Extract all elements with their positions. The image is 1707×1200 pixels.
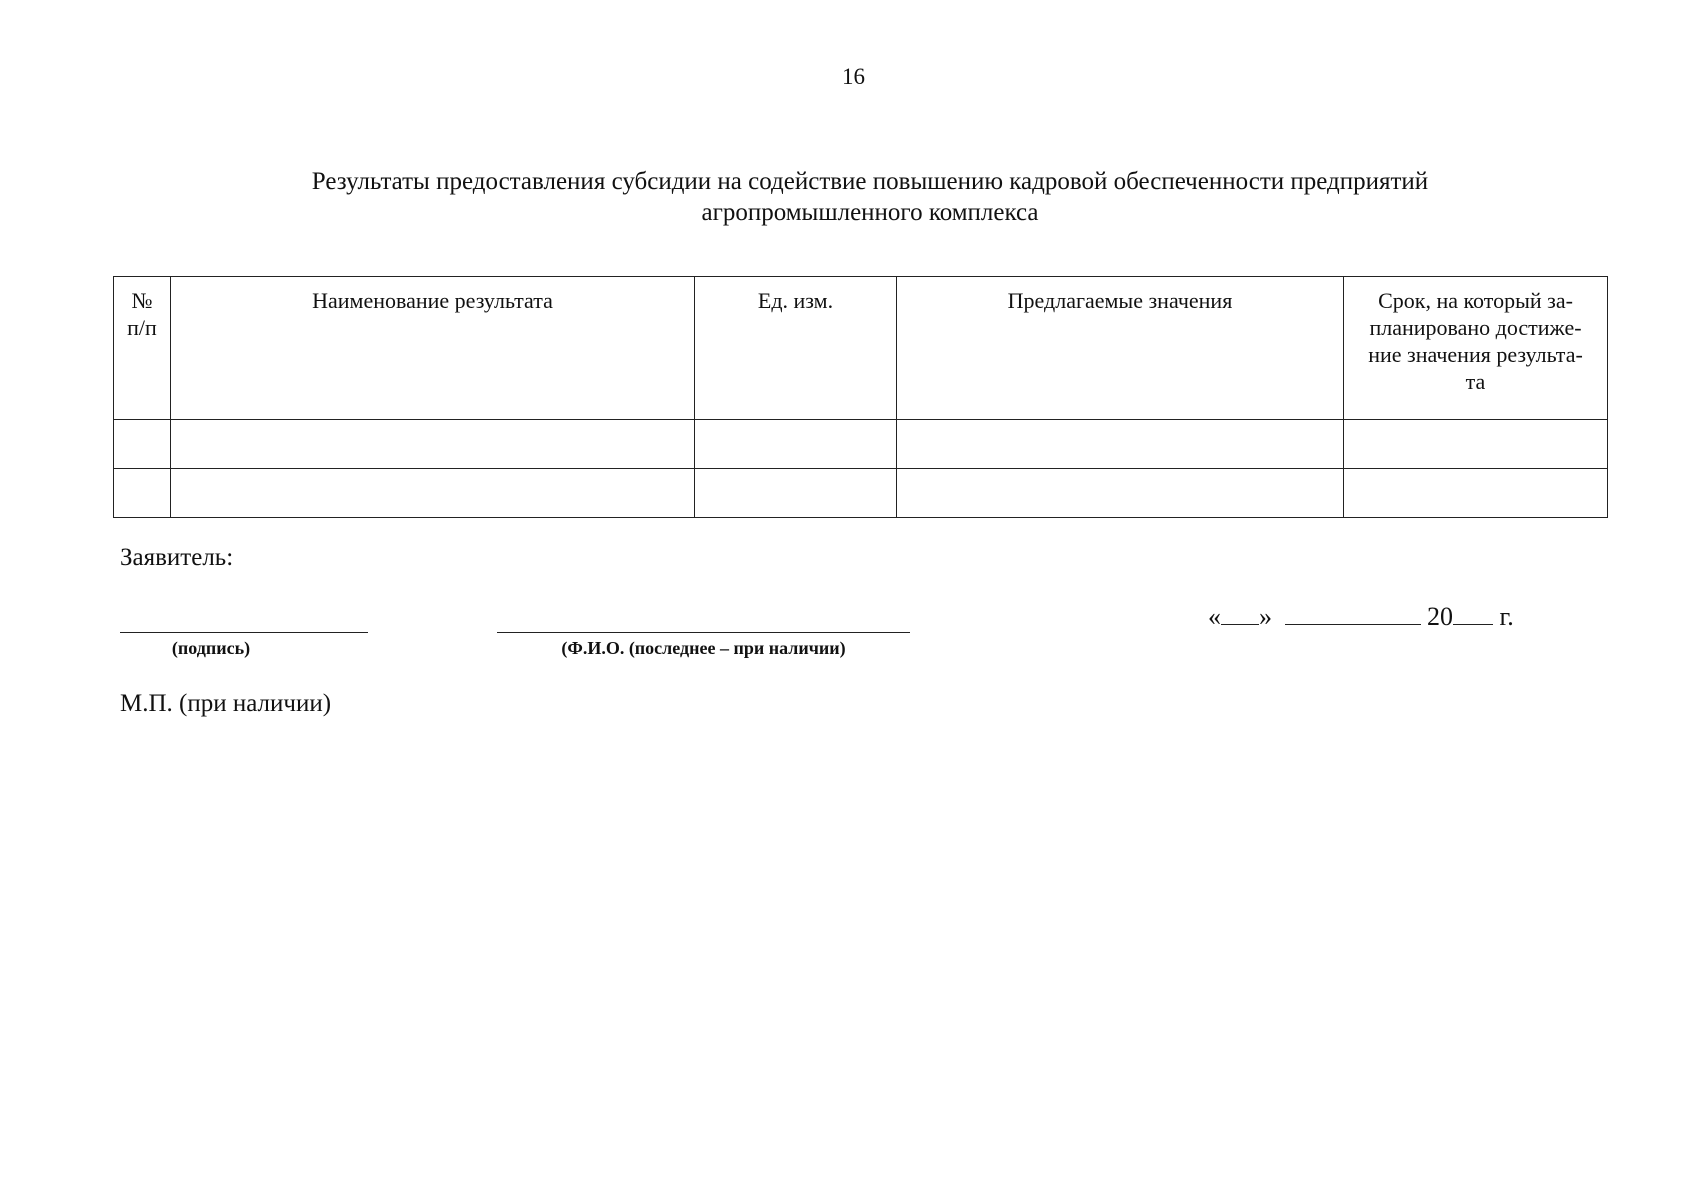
date-close-quote: » (1259, 602, 1272, 631)
header-number: № п/п (114, 277, 171, 420)
header-proposed-values: Предлагаемые значения (897, 277, 1344, 420)
document-title (190, 166, 1550, 228)
full-name-line[interactable] (497, 632, 910, 633)
table-cell[interactable] (897, 420, 1344, 469)
full-name-caption: (Ф.И.О. (последнее – при наличии) (561, 638, 846, 658)
table-cell[interactable] (1344, 469, 1608, 518)
table-header-row (114, 277, 1608, 420)
table-cell[interactable] (695, 420, 897, 469)
header-result-name: Наименование результата (171, 277, 695, 420)
signature-caption: (подпись) (171, 638, 251, 658)
year-prefix: 20 (1427, 602, 1453, 631)
document-title-line-1: Результаты предоставления субсидии на содействие повышению кадровой обеспеченности предприятий (311, 168, 1429, 195)
table-cell[interactable] (114, 469, 171, 518)
date-open-quote: « (1208, 602, 1221, 631)
page-number: 16 (842, 64, 865, 89)
signature-line[interactable] (120, 632, 368, 633)
table-cell[interactable] (695, 469, 897, 518)
day-blank[interactable] (1221, 602, 1259, 625)
header-unit: Ед. изм. (695, 277, 897, 420)
table-cell[interactable] (114, 420, 171, 469)
table-cell[interactable] (897, 469, 1344, 518)
applicant-label: Заявитель: (120, 544, 234, 571)
table-cell[interactable] (1344, 420, 1608, 469)
date-field (1208, 602, 1514, 632)
results-table (113, 276, 1608, 518)
table-row (114, 469, 1608, 518)
header-deadline: Срок, на который за- планировано достиже- ние значения результа- та (1344, 277, 1608, 420)
stamp-label: М.П. (при наличии) (120, 690, 332, 717)
document-title-line-2: агропромышленного комплекса (701, 199, 1039, 226)
table-cell[interactable] (171, 469, 695, 518)
table-row (114, 420, 1608, 469)
year-suffix: г. (1499, 602, 1514, 631)
table-cell[interactable] (171, 420, 695, 469)
year-blank[interactable] (1453, 602, 1493, 625)
month-blank[interactable] (1285, 602, 1421, 625)
